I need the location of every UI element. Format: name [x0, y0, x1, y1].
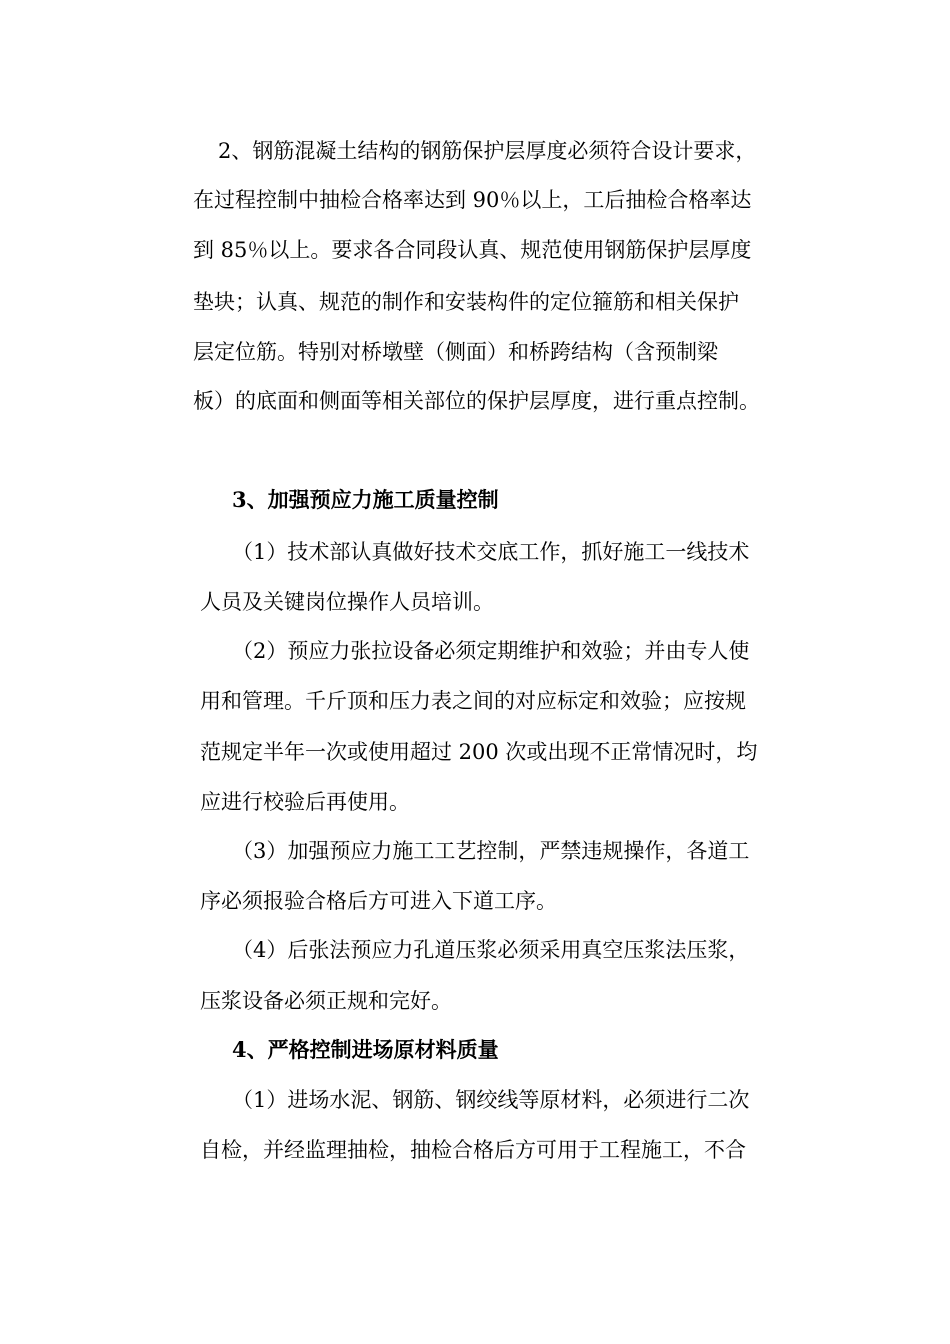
paragraph-line: （3）加强预应力施工工艺控制，严禁违规操作，各道工 [232, 839, 750, 863]
paragraph-line: 序必须报验合格后方可进入下道工序。 [200, 889, 557, 913]
paragraph-line: 层定位筋。特别对桥墩壁（侧面）和桥跨结构（含预制梁 [193, 340, 718, 364]
paragraph-line: 范规定半年一次或使用超过 200 次或出现不正常情况时，均 [200, 740, 758, 764]
paragraph-line: （1）进场水泥、钢筋、钢绞线等原材料，必须进行二次 [232, 1088, 750, 1112]
section-heading: 3、加强预应力施工质量控制 [232, 487, 499, 512]
paragraph-line: 应进行校验后再使用。 [200, 790, 410, 814]
paragraph-line: （1）技术部认真做好技术交底工作，抓好施工一线技术 [232, 540, 750, 564]
paragraph-line: （2）预应力张拉设备必须定期维护和效验；并由专人使 [232, 639, 750, 663]
paragraph-line: 垫块；认真、规范的制作和安装构件的定位箍筋和相关保护 [193, 290, 739, 314]
paragraph-line: 在过程控制中抽检合格率达到 90％以上，工后抽检合格率达 [193, 188, 752, 212]
paragraph-line: 自检，并经监理抽检，抽检合格后方可用于工程施工，不合 [200, 1138, 746, 1162]
paragraph-line: （4）后张法预应力孔道压浆必须采用真空压浆法压浆， [232, 938, 750, 962]
paragraph-line: 板）的底面和侧面等相关部位的保护层厚度，进行重点控制。 [193, 389, 760, 413]
section-heading: 4、严格控制进场原材料质量 [232, 1037, 499, 1062]
paragraph-line: 到 85％以上。要求各合同段认真、规范使用钢筋保护层厚度 [193, 238, 752, 262]
paragraph-line: 用和管理。千斤顶和压力表之间的对应标定和效验；应按规 [200, 689, 746, 713]
paragraph-line: 人员及关键岗位操作人员培训。 [200, 590, 494, 614]
paragraph-line: 2、钢筋混凝土结构的钢筋保护层厚度必须符合设计要求， [218, 139, 757, 163]
paragraph-line: 压浆设备必须正规和完好。 [200, 989, 452, 1013]
